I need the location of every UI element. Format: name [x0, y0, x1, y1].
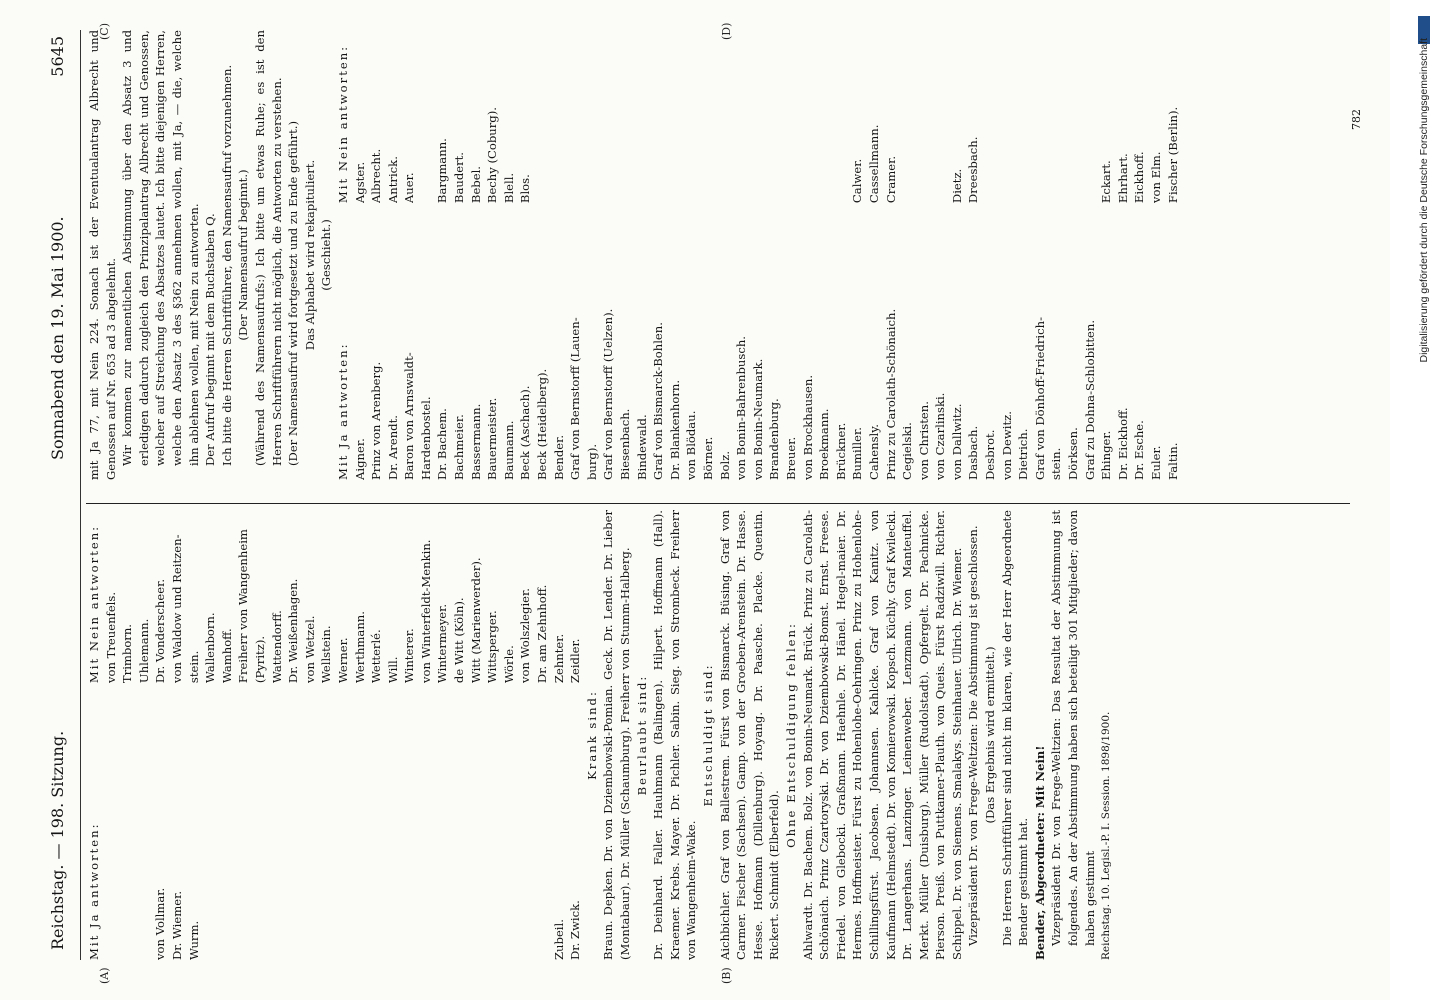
right-vote-row [634, 30, 651, 480]
right-nein-name [683, 30, 700, 203]
left-ja-name [202, 683, 219, 960]
left-nein-name: Zeidler. [568, 638, 583, 684]
right-ja-name: Hardenbostel. [418, 396, 433, 480]
left-nein-name: Wintermeyer. [435, 603, 450, 684]
right-ja-name: Bumiller. [850, 427, 865, 480]
page-number: 5645 [48, 36, 67, 77]
right-ja-name: Broekmann. [817, 408, 832, 480]
left-nein-name: de Witt (Köln). [452, 597, 467, 684]
right-nein-name: Cassellmann. [866, 124, 881, 204]
left-ja-name [335, 683, 352, 960]
right-ja-name: Bindewald. [634, 414, 649, 480]
right-ja-name: Bachmeier. [452, 414, 467, 480]
right-vote-row [352, 30, 369, 480]
ruhe-request: (Während des Namensaufrufs:) Ich bitte um etwas Ruhe; es ist den Herren Schriftführern nicht möglich, die Antworten zu verstehen. [252, 30, 284, 466]
right-vote-row [800, 30, 817, 480]
right-nein-name: Bebel. [468, 166, 483, 204]
right-nein-name: Bargmann. [435, 138, 450, 204]
right-vote-row [899, 30, 916, 480]
right-ja-name: Ehinger. [1099, 430, 1114, 480]
left-nein-name: von Wetzel. [302, 615, 317, 684]
right-vote-row [567, 30, 584, 480]
right-nein-name: Eickhoff. [1132, 151, 1147, 204]
right-nein-name: Blos. [518, 174, 533, 204]
right-vote-row [385, 30, 402, 480]
column-divider [86, 503, 1350, 504]
bender-statement: Bender, Abgeordneter: Mit Nein! [1032, 745, 1047, 960]
right-vote-row [916, 30, 933, 480]
right-vote-list [352, 30, 1182, 480]
left-vote-row [119, 510, 136, 960]
left-vote-headings [86, 510, 103, 960]
left-vote-row [169, 510, 186, 960]
right-nein-name [999, 30, 1016, 203]
right-ja-name: Graf von Dönhoff-Friedrich- [1032, 316, 1047, 480]
right-ja-name: Breuer. [783, 436, 798, 480]
right-vote-row [551, 30, 568, 480]
right-vote-row [932, 30, 949, 480]
left-vote-row [335, 510, 352, 960]
right-vote-row [965, 30, 982, 480]
right-vote-row [783, 30, 800, 480]
right-nein-name [650, 30, 667, 203]
right-vote-row [517, 30, 534, 480]
right-ja-name: von Czarlinski. [933, 392, 948, 480]
right-ja-name: von Blödau. [684, 410, 699, 480]
left-nein-name: von Waldow und Reitzen- [169, 534, 184, 684]
right-ja-name: Dr. Arendt. [385, 415, 400, 480]
vizepraesident-statement-1: Vizepräsident Dr. von Frege-Weltzien: Die Abstimmung ist geschlossen. [966, 525, 981, 946]
right-nein-name [634, 30, 651, 203]
right-vote-row [833, 30, 850, 480]
left-nein-name: Wallenborn. [203, 612, 218, 684]
right-ja-name: von Bonin-Bahrenbusch. [734, 336, 749, 480]
left-ja-name [534, 683, 551, 960]
left-nein-name: Wetterlé. [369, 629, 384, 684]
right-nein-name [750, 30, 767, 203]
right-nein-name: Antrick. [385, 156, 400, 204]
left-ja-name [418, 683, 435, 960]
left-nein-name: von Treuenfels. [103, 591, 118, 684]
right-nein-name [567, 30, 584, 203]
geschieht-note: (Geschieht.) [319, 219, 334, 291]
right-vote-row [501, 30, 518, 480]
right-vote-row [816, 30, 833, 480]
right-ja-name: Bauermeister. [485, 397, 500, 480]
right-vote-row [667, 30, 684, 480]
right-ja-name: Cahensly. [866, 424, 881, 480]
digitization-sidebar [1418, 8, 1434, 994]
ohne-entschuldigung-list: Ahlwardt. Dr. Bachem. Bolz. von Bonin-Neumark. Brück. Prinz zu Carolath-Schönaich. Prinz Czartoryski. Dr. von Dziembowski-Bomst. Ernst. Freese. Friedel. von Glebocki. Graßmann. Haehnle. Dr. Hänel. Hegel-maier. Dr. Hermes. Hoffmeister. Fürst zu Hohenlohe-Oehringen. Prinz zu Hohenlohe-Schillingsfürst. Jacobsen. Johannsen. Kahlcke. Graf von Kanitz. von Kaufmann (Helmstedt). Dr. von Komierowski. Kopsch. Küchly. Graf Kwilecki. Dr. Langerhans. Lanzinger. Leinenweber. Lenzmann. von Manteuffel. Merkt. Müller (Duisburg). Müller (Rudolstadt). Opfergelt. Dr. Pachnicke. Pierson. Preiß. von Puttkamer-Plauth. von Queis. Fürst Radziwill. Richter. Schippel. Dr. von Siemens. Smalakys. Steinhauer. Ullrich. Dr. Wiemer. [800, 510, 964, 960]
left-ja-name [269, 683, 286, 960]
right-vote-row [1065, 30, 1082, 480]
vizepraesident-statement-2: Vizepräsident Dr. von Frege-Weltzien: Das Resultat der Abstimmung ist folgendes. An der Abstimmung haben sich beteiligt 301 Mitglieder; davon haben gestimmt [1049, 510, 1097, 946]
left-ja-name [468, 683, 485, 960]
right-ja-name: Bassermann. [468, 403, 483, 480]
right-ja-name: Biesenbach. [618, 408, 632, 480]
right-ja-name: Dasbach. [966, 425, 981, 480]
left-ja-heading: Mit Ja antworten: [87, 822, 101, 960]
left-nein-name: Wittsperger. [485, 610, 500, 684]
right-ja-name: Baron von Arnswaldt- [402, 352, 417, 480]
right-vote-row [451, 30, 468, 480]
absatz-paragraph: Wir kommen zur namentlichen Abstimmung über den Absatz 3 und erledigen dadurch zugleich den Prinzipalantrag Albrecht und Genossen, welcher auf Streichung des Absatzes lautet. Ich bitte diejenigen Herren, welche den Absatz 3 des §362 annehmen wollen, mit Ja, — die, welche ihn ablehnen wollen, mit Nein zu antworten. [120, 30, 201, 466]
left-ja-name [318, 683, 335, 960]
right-ja-name: von Christen. [916, 401, 931, 480]
left-vote-row [401, 510, 418, 960]
right-ja-name: Dietrich. [1016, 428, 1031, 480]
right-vote-row [982, 30, 999, 480]
left-vote-row [484, 510, 501, 960]
beurlaubt-heading: Beurlaubt sind: [634, 674, 649, 796]
left-ja-name [103, 683, 120, 960]
right-nein-name [418, 30, 435, 203]
left-ja-name [219, 683, 236, 960]
beurlaubt-list: Dr. Deinhard. Faller. Hauhmann (Balingen). Hilpert. Hoffmann (Hall). Kraemer. Krebs. Mayer. Dr. Pichler. Sabin. Sieg. von Strombeck. Freiherr von Wangenheim-Wake. [651, 510, 699, 960]
left-vote-row [152, 510, 169, 960]
left-nein-name: Zehnter. [551, 633, 566, 684]
left-vote-row [235, 510, 252, 960]
left-vote-row [318, 510, 335, 960]
right-ja-name: Faltin. [1165, 442, 1180, 480]
right-ja-name: Euler. [1149, 445, 1163, 480]
right-vote-row [883, 30, 900, 480]
right-vote-row [1032, 30, 1049, 480]
right-nein-name: Ehrhart. [1115, 153, 1130, 204]
right-nein-name [816, 30, 833, 203]
left-nein-name: (Pyritz). [252, 635, 267, 684]
left-nein-name: Will. [385, 656, 400, 684]
left-vote-row [302, 510, 319, 960]
header-session: Reichstag. — 198. Sitzung. [48, 730, 67, 950]
right-vote-row [650, 30, 667, 480]
left-nein-name: Wamhoff. [219, 628, 234, 684]
right-ja-name: Börner. [700, 436, 715, 480]
left-nein-name: Werthmann. [352, 611, 367, 684]
right-ja-name: burg). [584, 443, 599, 480]
right-nein-name [766, 30, 783, 203]
right-vote-row [584, 30, 601, 480]
right-vote-row [700, 30, 717, 480]
left-vote-row [534, 510, 551, 960]
right-vote-row [949, 30, 966, 480]
left-ja-name: Dr. Wiemer. [169, 890, 184, 960]
right-nein-name [584, 30, 601, 203]
right-ja-name: Cegielski. [900, 422, 915, 480]
right-vote-row [617, 30, 634, 480]
right-vote-row [600, 30, 617, 480]
right-vote-row [534, 30, 551, 480]
right-nein-name [551, 30, 568, 203]
left-nein-name: Wörle. [501, 645, 516, 684]
left-vote-row [219, 510, 236, 960]
schriftfuehrer-paragraph: Die Herren Schriftführer sind nicht im klaren, wie der Herr Abgeordnete Bender gestimmt hat. [999, 510, 1031, 946]
right-vote-row [999, 30, 1016, 480]
header-date: Sonnabend den 19. Mai 1900. [48, 216, 67, 460]
right-nein-name: Cramer. [883, 155, 898, 204]
right-ja-name: von Bonin-Neumark. [750, 358, 765, 480]
aufruf-paragraph: Der Aufruf beginnt mit dem Buchstaben Q. [203, 213, 218, 466]
margin-marker-a: (A) [98, 967, 111, 984]
krank-heading: Krank sind: [584, 690, 599, 780]
right-ja-name: Dörksen. [1066, 427, 1081, 480]
right-nein-name [600, 30, 617, 203]
left-ja-name: Wurm. [186, 920, 201, 960]
ohne-entschuldigung-heading: Ohne Entschuldigung fehlen: [783, 622, 798, 848]
right-ja-name: Graf von Bismarck-Bohlen. [651, 322, 666, 480]
left-nein-heading: Mit Nein antworten: [87, 524, 101, 684]
right-ja-name: Bender. [551, 434, 566, 480]
right-nein-heading: Mit Nein antworten: [335, 44, 350, 204]
left-nein-name: Freiherr von Wangenheim [236, 529, 251, 684]
right-ja-name: Brückner. [833, 422, 848, 480]
left-ja-name [401, 683, 418, 960]
right-nein-name: Fischer (Berlin). [1165, 106, 1180, 204]
right-nein-name [667, 30, 684, 203]
left-ja-name [501, 683, 518, 960]
alphabet-recap: Das Alphabet wird rekapituliert. [302, 159, 317, 351]
right-ja-name: Brandenburg. [767, 398, 782, 480]
right-vote-row [468, 30, 485, 480]
right-nein-name [1015, 30, 1032, 203]
left-nein-name: Wellstein. [319, 625, 334, 684]
right-ja-name: Dr. Esche. [1132, 420, 1147, 480]
right-vote-row [750, 30, 767, 480]
left-ja-name [484, 683, 501, 960]
namensaufruf-begins: (Der Namensaufruf beginnt.) [236, 169, 251, 341]
right-ja-name: Dr. Bachem. [435, 408, 450, 480]
right-vote-row [1131, 30, 1148, 480]
right-nein-name [617, 30, 634, 203]
right-nein-name: Agster. [352, 161, 367, 204]
left-vote-row [567, 510, 584, 960]
right-nein-name [1082, 30, 1099, 203]
sheet-number: 782 [1350, 109, 1363, 130]
right-nein-name: Bechy (Coburg). [485, 107, 500, 204]
right-vote-row [733, 30, 750, 480]
right-vote-row [368, 30, 385, 480]
right-ja-name: Bolz. [717, 450, 732, 480]
left-nein-name: von Winterfeldt-Menkin. [418, 539, 433, 684]
right-nein-name [800, 30, 817, 203]
right-ja-name: Desbrot. [983, 429, 998, 480]
left-ja-name: von Vollmar. [153, 887, 168, 960]
left-vote-row [517, 510, 534, 960]
right-nein-name: Dietz. [949, 168, 964, 204]
left-ja-name: Dr. Zwick. [568, 900, 583, 960]
margin-marker-b: (B) [720, 967, 733, 984]
left-vote-row [352, 510, 369, 960]
right-vote-row [766, 30, 783, 480]
right-nein-name: Auer. [402, 172, 417, 204]
right-vote-row [717, 30, 734, 480]
right-vote-row [434, 30, 451, 480]
left-ja-name [451, 683, 468, 960]
left-vote-row [385, 510, 402, 960]
right-vote-row [683, 30, 700, 480]
left-ja-name [434, 683, 451, 960]
left-nein-name: stein. [186, 650, 201, 684]
right-vote-row [418, 30, 435, 480]
left-ja-name: Zubeil. [551, 919, 566, 960]
left-vote-row [451, 510, 468, 960]
right-vote-row [1148, 30, 1165, 480]
right-column [86, 30, 1360, 480]
digitization-credit: Digitalisierung gefördert durch die Deutsche Forschungsgemeinschaft [1418, 38, 1430, 363]
right-nein-name [833, 30, 850, 203]
namensaufruf-continued: (Der Namensaufruf wird fortgesetzt und zu Ende geführt.) [286, 121, 301, 466]
entschuldigt-list: Aichbichler. Graf von Ballestrem. Fürst von Bismarck. Büsing. Graf von Carmer. Fischer (Sachsen). Gamp. von der Groeben-Arenstein. Dr. Hasse. Hesse. Hofmann (Dillenburg). Hoyang. Dr. Paasche. Placke. Quentin. Rickert. Schmidt (Elberfeld). [717, 510, 782, 960]
right-nein-name [899, 30, 916, 203]
left-ja-name [235, 683, 252, 960]
left-vote-row [551, 510, 568, 960]
left-ja-name [368, 683, 385, 960]
left-vote-row [434, 510, 451, 960]
right-nein-name [783, 30, 800, 203]
left-ja-name [385, 683, 402, 960]
left-vote-row [368, 510, 385, 960]
right-nein-name [1048, 30, 1065, 203]
right-vote-headings [335, 30, 352, 480]
right-vote-row [1098, 30, 1115, 480]
left-ja-name [119, 683, 136, 960]
right-vote-row [1048, 30, 1065, 480]
left-ja-name [252, 683, 269, 960]
left-nein-name: Uhlemann. [136, 618, 151, 684]
margin-marker-c: (C) [98, 23, 111, 40]
left-ja-name [136, 683, 153, 960]
right-nein-name [982, 30, 999, 203]
right-ja-name: von Dewitz. [999, 411, 1014, 480]
right-nein-name [1032, 30, 1049, 203]
right-ja-name: Beck (Aschach). [518, 385, 533, 480]
entschuldigt-heading: Entschuldigt sind: [700, 663, 715, 807]
left-vote-row [252, 510, 269, 960]
right-nein-name [700, 30, 717, 203]
right-nein-name [534, 30, 551, 203]
right-vote-row [866, 30, 883, 480]
right-ja-name: Baumann. [501, 420, 516, 480]
left-nein-name: Trimborn. [120, 624, 135, 684]
left-column [86, 510, 1360, 960]
result-intro: mit Ja 77, mit Nein 224. Sonach ist der Eventualantrag Albrecht und Genossen auf Nr. 653 ad 3 abgelehnt. [87, 30, 118, 480]
right-ja-heading: Mit Ja antworten: [335, 342, 350, 480]
right-nein-name [733, 30, 750, 203]
right-ja-name: Graf von Bernstorff (Lauen- [568, 317, 583, 480]
left-vote-row [136, 510, 153, 960]
right-nein-name: von Elm. [1149, 151, 1163, 204]
left-nein-name: Werner. [335, 637, 350, 684]
right-nein-name [916, 30, 933, 203]
right-ja-name: Prinz zu Carolath-Schönaich. [883, 308, 898, 480]
right-nein-name: Albrecht. [369, 148, 384, 204]
left-vote-row [468, 510, 485, 960]
left-nein-name: Dr. Vonderscheer. [153, 578, 168, 684]
left-vote-row [285, 510, 302, 960]
right-vote-row [401, 30, 418, 480]
right-vote-row [1165, 30, 1182, 480]
left-nein-name: Winterer. [402, 628, 417, 684]
left-ja-name [285, 683, 302, 960]
left-ja-name [302, 683, 319, 960]
left-nein-name: von Wolszlegier. [518, 588, 533, 684]
right-ja-name: von Brockhausen. [800, 374, 815, 480]
right-ja-name: Prinz von Arenberg. [369, 361, 384, 480]
right-ja-name: Graf zu Dohna-Schlobitten. [1082, 319, 1097, 480]
running-header [40, 30, 81, 960]
right-vote-row [1082, 30, 1099, 480]
right-vote-row [1115, 30, 1132, 480]
right-nein-name: Eckart. [1099, 160, 1114, 204]
left-nein-name: Witt (Marienwerder). [468, 557, 483, 684]
right-vote-row [1015, 30, 1032, 480]
right-nein-name [932, 30, 949, 203]
left-vote-row [103, 510, 120, 960]
krank-list: Braun. Depken. Dr. von Dziembowski-Pomian. Geck. Dr. Lender. Dr. Lieber (Montabaur). Dr. Müller (Schaumburg). Freiherr von Stumm-Halberg. [601, 510, 632, 960]
right-nein-name: Dreesbach. [966, 136, 981, 204]
margin-marker-d: (D) [720, 22, 733, 40]
right-ja-name: Aigner. [352, 438, 367, 480]
right-nein-name: Blell. [501, 172, 516, 204]
left-vote-row [269, 510, 286, 960]
page-footer: Reichstag. 10. Legisl.-P. I. Session. 1898/1900. [1100, 711, 1113, 960]
right-nein-name: Calwer. [850, 158, 865, 204]
left-vote-row [501, 510, 518, 960]
right-ja-name: Graf von Bernstorff (Uelzen). [601, 308, 616, 480]
left-vote-row [202, 510, 219, 960]
right-nein-name [1065, 30, 1082, 203]
left-vote-row [186, 510, 203, 960]
right-ja-name: stein. [1049, 447, 1064, 480]
left-nein-name: Dr. am Zehnhoff. [535, 584, 550, 684]
right-ja-name: Beck (Heidelberg). [535, 368, 550, 480]
right-ja-name: von Dallwitz. [949, 403, 964, 480]
right-nein-name: Baudert. [452, 152, 467, 204]
ergebnis-note: (Das Ergebnis wird ermittelt.) [983, 646, 998, 824]
schriftfuehrer-request: Ich bitte die Herren Schriftführer, den Namensaufruf vorzunehmen. [219, 64, 234, 466]
right-ja-name: Dr. Eickhoff. [1115, 407, 1130, 480]
left-ja-name [352, 683, 369, 960]
left-vote-row [418, 510, 435, 960]
left-nein-name: Dr. Weißenhagen. [286, 578, 301, 684]
left-nein-name: Wattendorff. [269, 610, 284, 684]
left-ja-name [517, 683, 534, 960]
right-nein-name [717, 30, 734, 203]
left-vote-list [103, 510, 584, 960]
right-vote-row [849, 30, 866, 480]
right-vote-row [484, 30, 501, 480]
right-ja-name: Dr. Blankenhorn. [667, 379, 682, 480]
